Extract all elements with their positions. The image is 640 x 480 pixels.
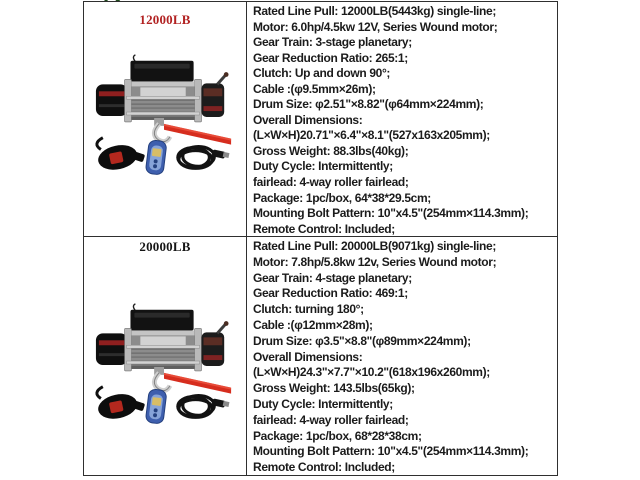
spec-line: Remote Control: Included; <box>253 460 395 475</box>
spec-list <box>247 237 557 475</box>
winch-product-photo <box>91 303 239 425</box>
product-row-12000lb <box>84 2 557 236</box>
spec-line: fairlead: 4-way roller fairlead; <box>253 412 409 427</box>
spec-line: Gross Weight: 143.5lbs(65kg); <box>253 381 415 396</box>
spec-line: Cable :(φ9.5mm×26m); <box>253 81 376 96</box>
winch-product-photo <box>91 54 239 176</box>
spec-line: Clutch: Up and down 90°; <box>253 66 391 81</box>
spec-line: fairlead: 4-way roller fairlead; <box>253 175 409 190</box>
spec-line: Gear Reduction Ratio: 469:1; <box>253 286 408 301</box>
spec-line: Cable :(φ12mm×28m); <box>253 317 373 332</box>
product-capacity-label: 20000LB <box>139 239 191 254</box>
spec-line: Rated Line Pull: 20000LB(9071kg) single-line; <box>253 239 496 253</box>
spec-line: Package: 1pc/box, 68*28*38cm; <box>253 428 422 443</box>
spec-line: Package: 1pc/box, 64*38*29.5cm; <box>253 190 431 205</box>
spec-line: Gross Weight: 88.3lbs(40kg); <box>253 143 409 158</box>
spec-line: Overall Dimensions: <box>253 112 363 127</box>
spec-line: Clutch: turning 180°; <box>253 302 364 317</box>
product-image-cell <box>84 237 247 475</box>
spec-line: Drum Size: φ2.51"×8.82"(φ64mm×224mm); <box>253 97 484 112</box>
spec-line: Duty Cycle: Intermittently; <box>253 396 393 411</box>
spec-line: (L×W×H)24.3"×7.7"×10.2"(618x196x260mm); <box>253 365 490 380</box>
spec-line: Drum Size: φ3.5"×8.8"(φ89mm×224mm); <box>253 333 471 348</box>
spec-line: Motor: 7.8hp/5.8kw 12v, Series Wound motor; <box>253 254 497 269</box>
spec-line: Gear Reduction Ratio: 265:1; <box>253 50 408 65</box>
product-capacity-label: 12000LB <box>139 12 191 27</box>
product-row-20000lb <box>84 236 557 475</box>
spec-line: Motor: 6.0hp/4.5kw 12V, Series Wound motor; <box>253 19 498 34</box>
spec-line: Overall Dimensions: <box>253 349 363 364</box>
spec-line: Rated Line Pull: 12000LB(5443kg) single-line; <box>253 4 496 18</box>
spec-line: Duty Cycle: Intermittently; <box>253 159 393 174</box>
spec-line: Gear Train: 3-stage planetary; <box>253 35 412 50</box>
spec-line: Gear Train: 4-stage planetary; <box>253 270 412 285</box>
spec-line: Remote Control: Included; <box>253 221 395 236</box>
product-spec-table <box>83 1 558 476</box>
spec-line: Mounting Bolt Pattern: 10"x4.5"(254mm×114.3mm); <box>253 206 529 221</box>
spec-line: Mounting Bolt Pattern: 10"x4.5"(254mm×114.3mm); <box>253 444 529 459</box>
spec-line: (L×W×H)20.71"×6.4"×8.1"(527x163x205mm); <box>253 128 490 143</box>
spec-list <box>247 2 557 236</box>
product-image-cell <box>84 2 247 236</box>
